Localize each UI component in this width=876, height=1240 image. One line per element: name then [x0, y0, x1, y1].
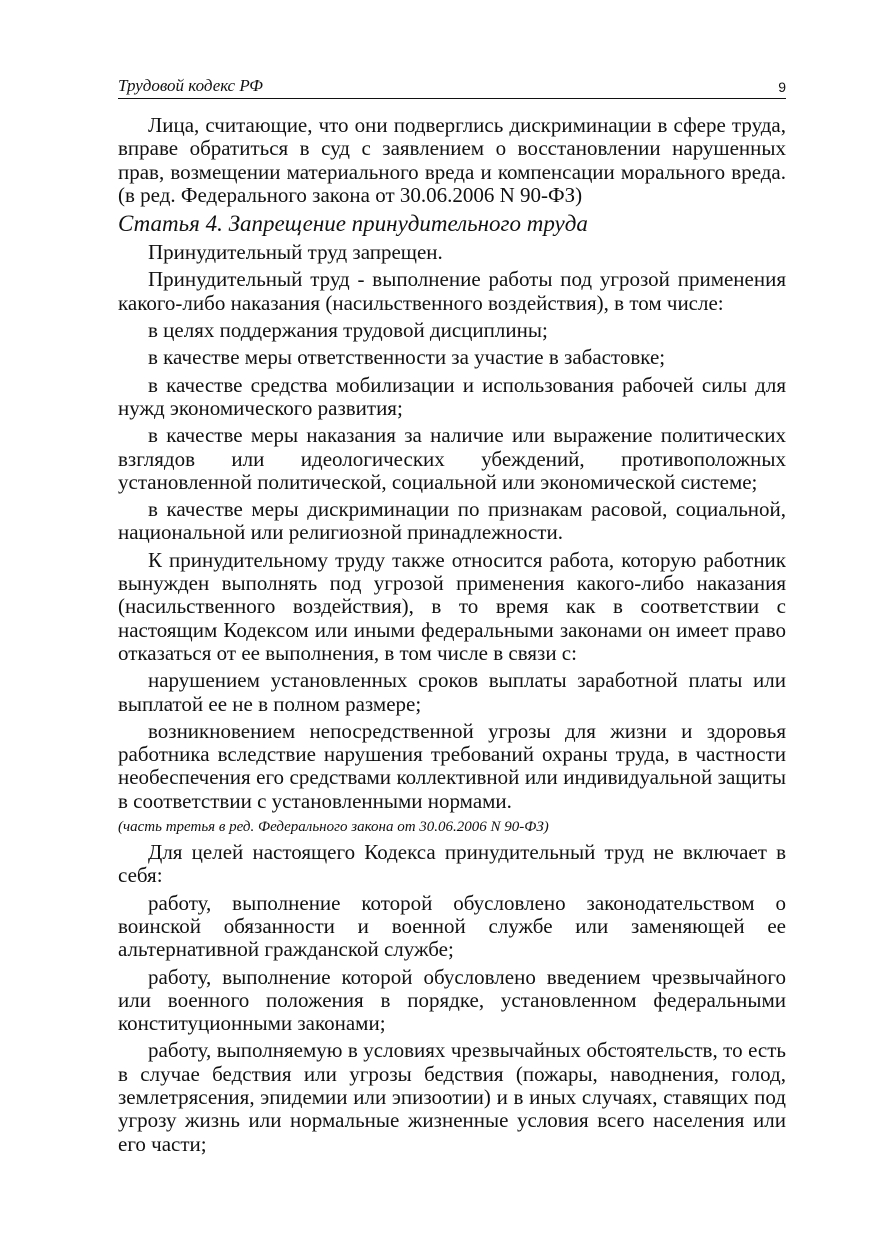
list-item: возникновением непосредственной угрозы для жизни и здоровья работника вследствие нарушения требований охраны труда, в частности необеспечения его средствами коллективной или индивидуальной защиты в соответствии с установленными нормами. — [118, 718, 786, 813]
list-item: работу, выполняемую в условиях чрезвычайных обстоятельств, то есть в случае бедствия или угрозы бедствия (пожары, наводнения, голод, землетрясения, эпидемии или эпизоотии) и в иных случаях, ставящих под угрозу жизнь или нормальные жизненные условия всего населения или его части; — [118, 1038, 786, 1156]
amendment-note: (часть третья в ред. Федерального закона от 30.06.2006 N 90-ФЗ) — [118, 819, 549, 836]
list-item: в целях поддержания трудовой дисциплины; — [148, 318, 548, 343]
list-item: в качестве меры дискриминации по признакам расовой, социальной, национальной или религиозной принадлежности. — [118, 497, 786, 545]
list-item: в качестве меры ответственности за участие в забастовке; — [148, 345, 666, 370]
paragraph-forced-labor-also: К принудительному труду также относится работа, которую работник вынужден выполнять под угрозой применения какого-либо наказания (насильственного воздействия), в то время как в соответствии с настоящим Кодексом или иными федеральными законами он имеет право отказаться от ее выполнения, в том числе в связи с: — [118, 547, 786, 665]
list-item: работу, выполнение которой обусловлено законодательством о воинской обязанности и военной службе или заменяющей ее альтернативной гражданской службе; — [118, 890, 786, 962]
document-body — [118, 114, 786, 1156]
paragraph-forced-labor-definition: Принудительный труд - выполнение работы под угрозой применения какого-либо наказания (насильственного воздействия), в том числе: — [118, 267, 786, 315]
running-header — [118, 74, 786, 99]
paragraph-exclusions-intro: Для целей настоящего Кодекса принудительный труд не включает в себя: — [118, 840, 786, 888]
article-title: Статья 4. Запрещение принудительного труда — [118, 211, 588, 237]
paragraph-discrimination-court: Лица, считающие, что они подверглись дискриминации в сфере труда, вправе обратиться в суд с заявлением о восстановлении нарушенных прав, возмещении материального вреда и компенсации морального вреда. (в ред. Федерального закона от 30.06.2006 N 90-ФЗ) — [118, 113, 786, 207]
list-item: в качестве средства мобилизации и использования рабочей силы для нужд экономического развития; — [118, 372, 786, 420]
running-title: Трудовой кодекс РФ — [118, 76, 263, 95]
list-item: нарушением установленных сроков выплаты заработной платы или выплатой ее не в полном размере; — [118, 668, 786, 716]
page-number: 9 — [778, 79, 786, 95]
list-item: в качестве меры наказания за наличие или выражение политических взглядов или идеологических убеждений, противоположных установленной политической, социальной или экономической системе; — [118, 423, 786, 494]
paragraph-forced-labor-prohibited: Принудительный труд запрещен. — [148, 240, 443, 265]
list-item: работу, выполнение которой обусловлено введением чрезвычайного или военного положения в порядке, установленном федеральными конституционными законами; — [118, 964, 786, 1036]
